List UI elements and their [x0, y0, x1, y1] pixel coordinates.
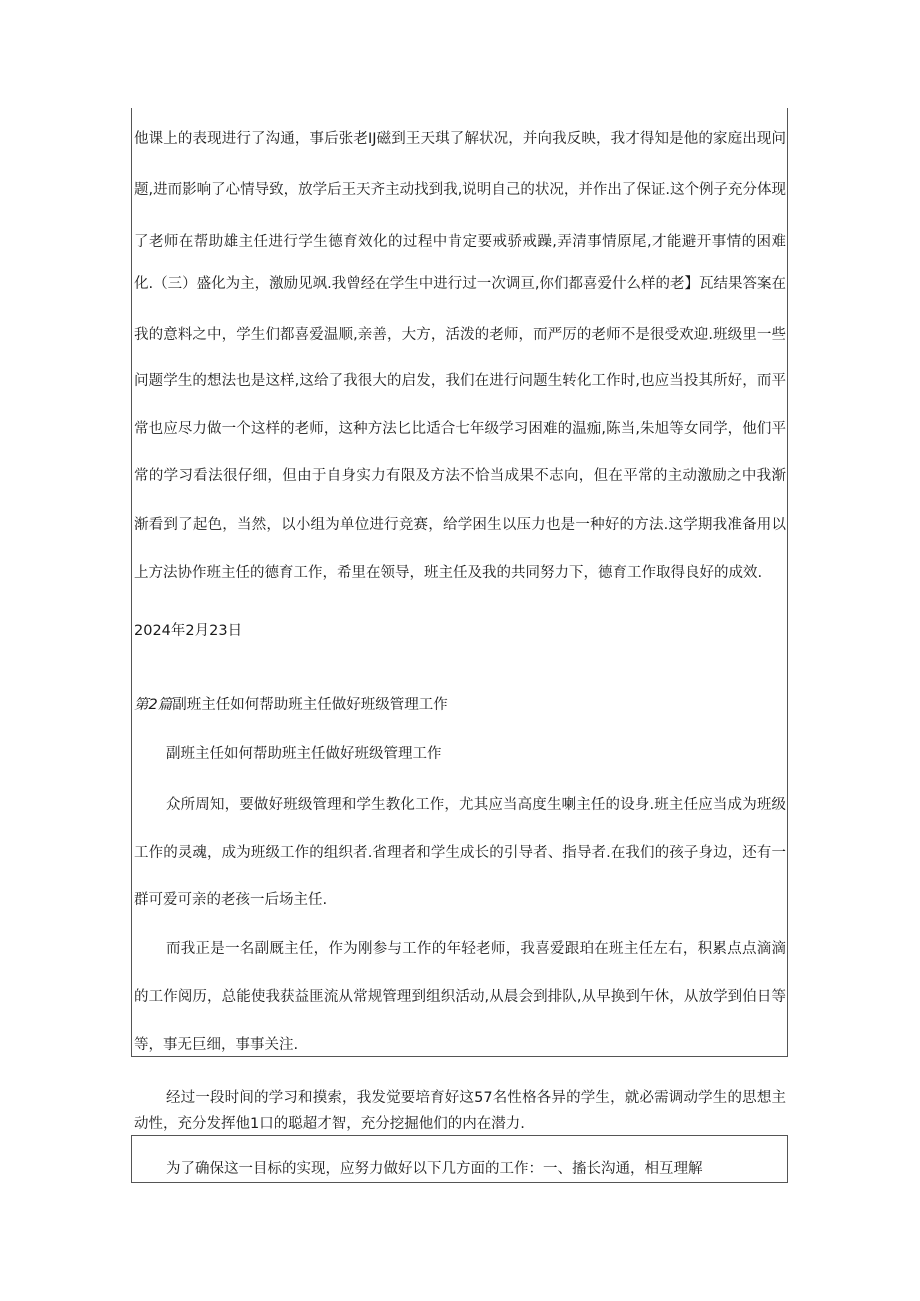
section-number-label: 第2篇 [134, 697, 173, 713]
paragraph-line: 问题学生的想法也是这样,这给了我很大的启发，我们在进行问题生转化工作时,也应当投其所好，而平 [134, 373, 786, 389]
paragraph-line: 上方法协作班主任的德育工作，希里在领导，班主任及我的共同努力下，德育工作取得良好的成效. [134, 565, 763, 581]
paragraph-line: 题,进而影响了心情导致，放学后王天齐主动找到我,说明自己的状况，并作出了保证.这个例子充分体现 [134, 182, 786, 198]
section-title: 副班主任如何帮助班主任做好班级管理工作 [172, 697, 448, 713]
paragraph-line: 等，事无巨细，事事关注. [134, 1037, 299, 1053]
paragraph-line: 经过一段时间的学习和摸索，我发觉要培育好这57名性格各异的学生，就必需调动学生的思想主 [166, 1090, 786, 1106]
paragraph-line: 的工作阅历，总能使我获益匪流从常规管理到组织活动,从晨会到排队,从早换到午休，从放学到伯日等 [134, 989, 786, 1005]
article-title: 副班主任如何帮助班主任做好班级管理工作 [166, 746, 442, 762]
paragraph-line: 为了确保这一目标的实现，应努力做好以下几方面的工作：一、搐长沟通，相互理解 [166, 1161, 703, 1177]
paragraph-line: 工作的灵魂，成为班级工作的组织者.省理者和学生成长的引导者、指导者.在我们的孩子身边，还有一 [134, 845, 786, 861]
paragraph-line: 常也应尽力做一个这样的老师，这种方法匕比适合七年级学习困难的温痂,陈当,朱旭等女同学，他们平 [134, 421, 786, 437]
paragraph-line: 而我正是一名副厩主任，作为刚参与工作的年轻老师，我喜爱跟珀在班主任左右，积累点点滴滴 [166, 941, 786, 957]
paragraph-line: 众所周知，要做好班级管理和学生教化工作，尤其应当高度生喇主任的设身.班主任应当成为班级 [166, 797, 786, 813]
paragraph-line: 动性，充分发挥他1口的聪超才智，充分挖掘他们的内在潜力. [134, 1116, 525, 1132]
paragraph-line: 渐看到了起色，当然，以小组为单位进行竞赛，给学困生以压力也是一种好的方法.这学期我准备用以 [134, 517, 786, 533]
document-date: 2024年2月23日 [134, 623, 243, 639]
paragraph-line: 化.（三）盛化为主，激励见飒.我曾经在学生中进行过一次调亘,你们都喜爱什么样的老】瓦结果答案在 [134, 276, 786, 292]
paragraph-line: 常的学习看法很仔细，但由于自身实力有限及方法不恰当成果不志向，但在平常的主动激励之中我渐 [134, 468, 786, 484]
paragraph-line: 他课上的表现进行了沟通，事后张老IJ磁到王天琪了解状况，并向我反映，我才得知是他的家庭出现问 [134, 131, 786, 147]
paragraph-line: 我的意料之中，学生们都喜爱温顺,亲善，大方，活泼的老师，而严厉的老师不是很受欢迎.班级里一些 [134, 327, 786, 343]
paragraph-line: 群可爱可亲的老孩一后场主任. [134, 892, 328, 908]
paragraph-line: 了老师在帮助雄主任进行学生德育效化的过程中肯定要戒骄戒躁,弄清事情原尾,才能避开事情的困难 [134, 234, 786, 250]
section-heading [134, 695, 448, 715]
